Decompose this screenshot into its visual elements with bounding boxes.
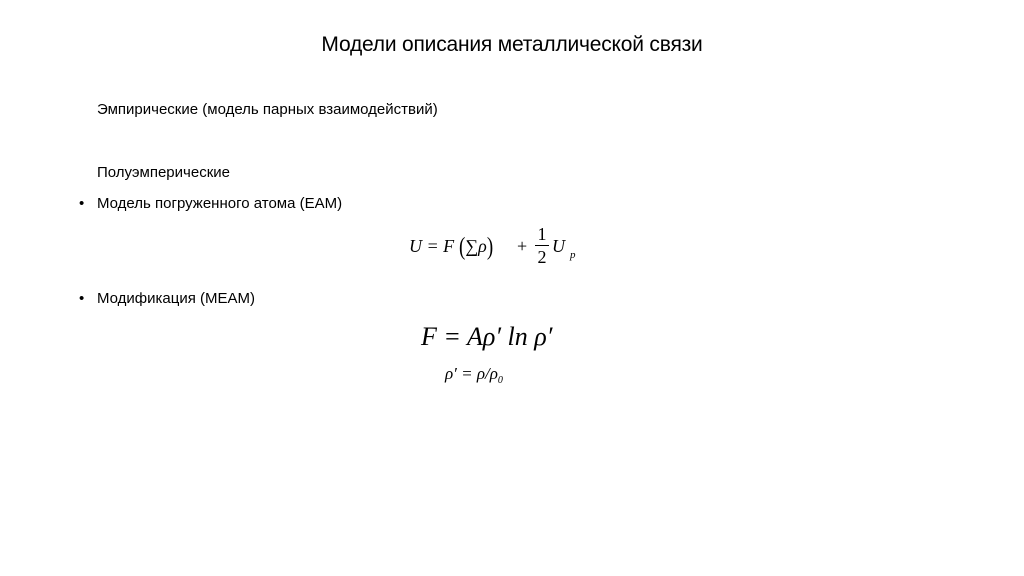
eam-up-sub: p: [570, 249, 576, 261]
eam-fraction: [535, 224, 549, 267]
bullet-meam: •: [79, 290, 85, 307]
slide-title: Модели описания металлической связи: [321, 33, 703, 56]
equation-meam-rho: $\rho' = \rho/\rho_0$: [445, 364, 503, 386]
eam-plus: +: [517, 236, 528, 256]
eam-frac-bar: [535, 245, 549, 246]
eam-frac-numerator: 1: [537, 224, 547, 244]
item-eam: Модель погруженного атома (EAM): [97, 195, 343, 212]
item-meam: Модификация (MEAM): [97, 290, 256, 307]
meam-rho-sub: 0: [497, 375, 503, 386]
item-empirical: Эмпирические (модель парных взаимодействий): [97, 101, 438, 118]
eam-inner: ∑ρ: [465, 236, 487, 256]
item-semi-empirical: Полуэмперические: [97, 164, 230, 181]
eam-lhs: U = F: [409, 236, 455, 256]
eam-up: U $_p$: [552, 236, 576, 261]
equation-meam-main: F = Aρ′ ln ρ′: [421, 322, 553, 351]
eam-sum-group: (∑ρ): [459, 233, 494, 262]
eam-frac-denominator: 2: [537, 247, 547, 267]
bullet-eam: •: [79, 195, 85, 212]
